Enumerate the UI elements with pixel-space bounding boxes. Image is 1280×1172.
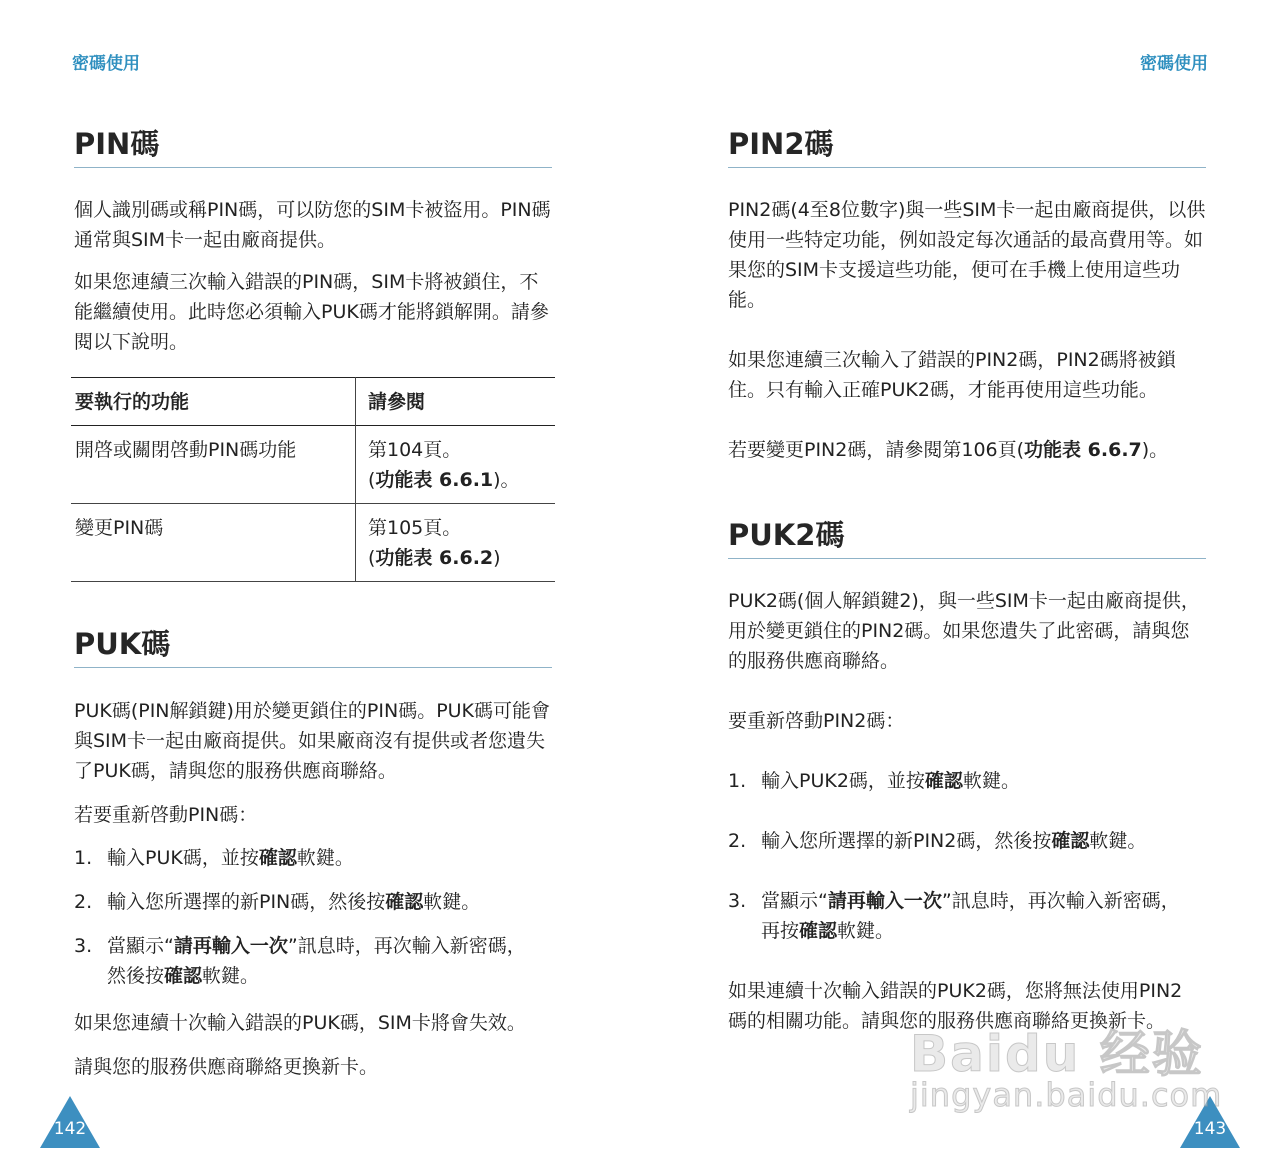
table-cell-reference [356,504,556,582]
page-number-badge [40,1096,100,1148]
section-title-puk: PUK碼 [74,628,552,668]
table-cell-function: 開啓或關閉啓動PIN碼功能 [71,426,356,504]
puk-steps [74,843,544,991]
section-title-pin: PIN碼 [74,128,552,168]
list-item: 2. 輸入您所選擇的新PIN2碼，然後按確認軟鍵。 [728,830,1147,852]
puk-contact-paragraph: 請與您的服務供應商聯絡更換新卡。 [74,1056,379,1078]
list-item: 1. 輸入PUK2碼，並按確認軟鍵。 [728,770,1020,792]
reference-page: 第104頁。 [368,439,462,461]
table-header-function: 要執行的功能 [71,378,356,426]
page-number: 143 [1193,1119,1227,1139]
table-cell-function: 變更PIN碼 [71,504,356,582]
list-item: 3. 當顯示“請再輸入一次”訊息時，再次輸入新密碼，再按確認軟鍵。 [728,890,1180,942]
watermark-url: jingyan.baidu.com [910,1076,1223,1114]
reference-menu: (功能表 6.6.1)。 [368,469,520,491]
pin2-paragraph-1: PIN2碼(4至8位數字)與一些SIM卡一起由廠商提供，以供使用一些特定功能，例如設定每次通話的最高費用等。如果您的SIM卡支援這些功能，便可在手機上使用這些功能。 [728,199,1206,311]
pin2-paragraph-3: 若要變更PIN2碼，請參閱第106頁(功能表 6.6.7)。 [728,439,1169,461]
puk2-intro: 要重新啓動PIN2碼： [728,710,905,732]
right-page [640,0,1280,1172]
puk2-paragraph-1: PUK2碼(個人解鎖鍵2)，與一些SIM卡一起由廠商提供，用於變更鎖住的PIN2碼。如果您遺失了此密碼，請與您的服務供應商聯絡。 [728,590,1200,672]
section-title-pin2: PIN2碼 [728,128,1206,168]
pin-paragraph-1: 個人識別碼或稱PIN碼，可以防您的SIM卡被盜用。PIN碼通常與SIM卡一起由廠商提供。 [74,199,551,251]
reference-page: 第105頁。 [368,517,462,539]
page-number: 142 [53,1119,87,1139]
puk-paragraph-1: PUK碼(PIN解鎖鍵)用於變更鎖住的PIN碼。PUK碼可能會與SIM卡一起由廠商提供。如果廠商沒有提供或者您遺失了PUK碼，請與您的服務供應商聯絡。 [74,700,551,782]
section-title-puk2: PUK2碼 [728,519,1206,559]
pin-paragraph-2: 如果您連續三次輸入錯誤的PIN碼，SIM卡將被鎖住，不能繼續使用。此時您必須輸入PUK碼才能將鎖解開。請參閱以下說明。 [74,271,549,353]
table-row [71,504,555,582]
list-item: 2. 輸入您所選擇的新PIN碼，然後按確認軟鍵。 [74,891,481,913]
list-item: 3. 當顯示“請再輸入一次”訊息時，再次輸入新密碼，然後按確認軟鍵。 [74,935,526,987]
puk-fail-paragraph: 如果您連續十次輸入錯誤的PUK碼，SIM卡將會失效。 [74,1012,526,1034]
puk2-steps [728,766,1198,946]
table-cell-reference [356,426,556,504]
pin2-paragraph-2: 如果您連續三次輸入了錯誤的PIN2碼，PIN2碼將被鎖住。只有輸入正確PUK2碼，才能再使用這些功能。 [728,349,1176,401]
table-header-row [71,378,555,426]
puk2-fail-paragraph: 如果連續十次輸入錯誤的PUK2碼，您將無法使用PIN2碼的相關功能。請與您的服務供應商聯絡更換新卡。 [728,980,1183,1032]
running-head: 密碼使用 [72,54,140,74]
reference-table [71,377,555,582]
reference-menu: (功能表 6.6.2) [368,547,501,569]
table-row [71,426,555,504]
list-item: 1. 輸入PUK碼，並按確認軟鍵。 [74,847,354,869]
baidu-watermark [870,1014,1223,1122]
running-head: 密碼使用 [1140,54,1208,74]
watermark-logo-text: Baidu 经验 [910,1025,1204,1083]
table-header-reference: 請參閱 [368,391,426,413]
puk-intro: 若要重新啓動PIN碼： [74,804,258,826]
